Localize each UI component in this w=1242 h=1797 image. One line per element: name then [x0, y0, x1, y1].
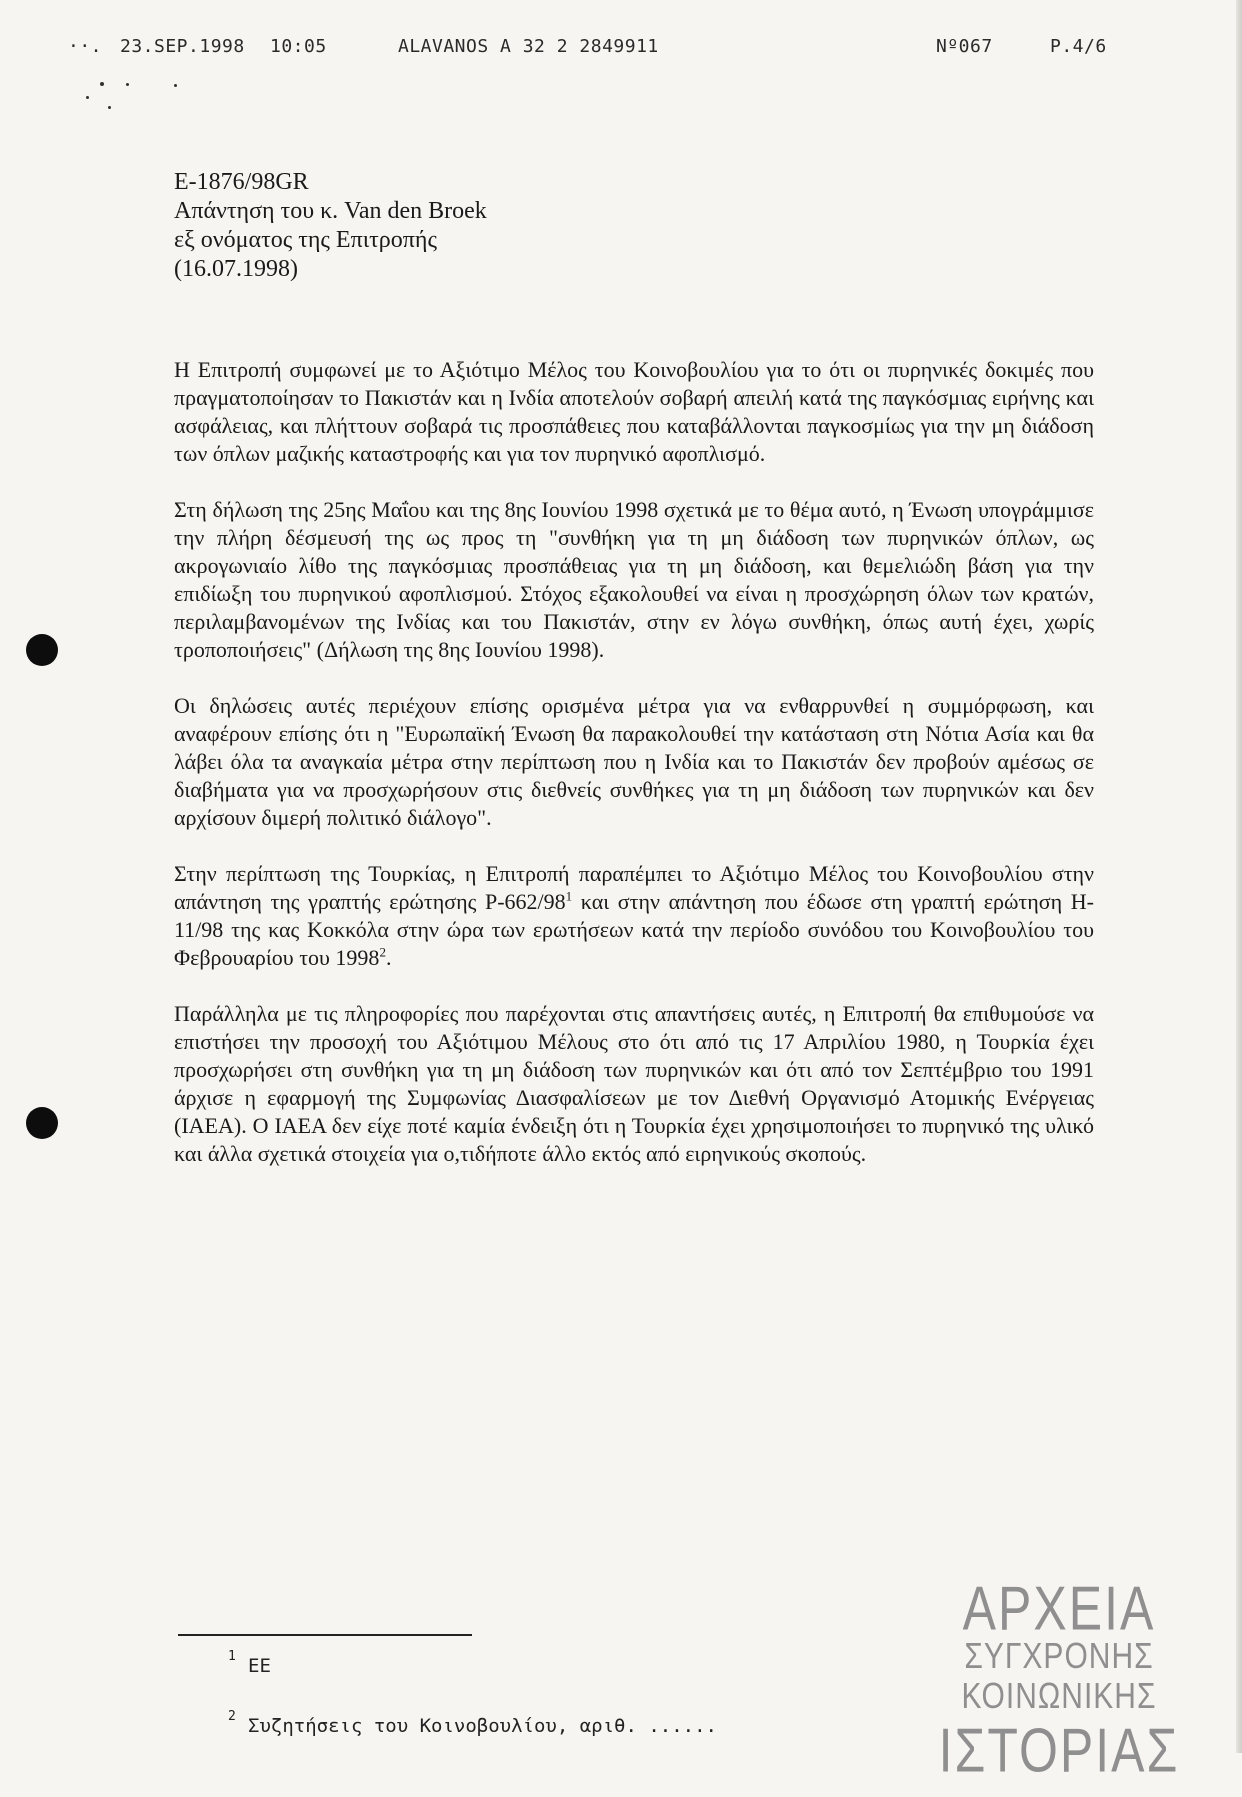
fax-time: 10:05	[270, 36, 327, 57]
footnote-ref-2: 2	[379, 944, 386, 960]
scan-speck	[174, 84, 177, 87]
stamp-line-1: ΑΡΧΕΙΑ	[962, 1573, 1156, 1644]
paragraph-4-part-a: Στην περίπτωση της Τουρκίας, η Επιτροπή παραπέμπει το Αξιότιμο Μέλος του Κοινοβουλίου στην απάντηση της γραπτής ερώτησης P-662/98	[174, 861, 1094, 914]
fax-code: Nº067	[936, 36, 993, 57]
fax-marks: ··.	[68, 36, 103, 57]
paragraph-4-part-b: και στην απάντηση που έδωσε στη γραπτή ερώτηση H-11/98 της κας Κοκκόλα στην ώρα των ερωτήσεων κατά την περίοδο συνόδου του Κοινοβουλίου του Φεβρουαρίου του 1998	[174, 889, 1094, 970]
answer-author: Απάντηση του κ. Van den Broek	[174, 198, 487, 224]
footnote-ref-1: 1	[565, 888, 573, 904]
punch-hole	[26, 634, 58, 666]
answer-body	[174, 356, 1094, 1196]
paragraph-4	[174, 860, 1094, 972]
footnote-2-text: Συζητήσεις του Κοινοβουλίου, αριθ. ......	[248, 1715, 717, 1737]
scan-speck	[86, 96, 89, 99]
paragraph-5: Παράλληλα με τις πληροφορίες που παρέχονται στις απαντήσεις αυτές, η Επιτροπή θα επιθυμούσε να επιστήσει την προσοχή του Αξιότιμου Μέλους στο ότι από τις 17 Απριλίου 1980, η Τουρκία έχει προσχωρήσει στη συνθήκη για τη μη διάδοση των πυρηνικών και ότι από τον Σεπτέμβριο του 1991 άρχισε η εφαρμογή της Συμφωνίας Διασφαλίσεων με τον Διεθνή Οργανισμό Ατομικής Ενέργειας (ΙΑΕΑ). Ο ΙΑΕΑ δεν είχε ποτέ καμία ένδειξη ότι η Τουρκία έχει χρησιμοποιήσει το πυρηνικό της υλικό και άλλα σχετικά στοιχεία για ο,τιδήποτε άλλο εκτός από ειρηνικούς σκοπούς.	[174, 1001, 1094, 1166]
footnote-2-mark: 2	[228, 1709, 236, 1724]
footnote-1-mark: 1	[228, 1649, 236, 1664]
paragraph-4-part-c: .	[385, 945, 392, 970]
on-behalf-of: εξ ονόματος της Επιτροπής	[174, 227, 437, 253]
scan-speck	[108, 106, 111, 109]
punch-hole	[26, 1107, 58, 1139]
scan-speck	[126, 83, 129, 86]
stamp-line-2: ΣΥΓΧΡΟΝΗΣ	[964, 1636, 1154, 1677]
footnote-1-text: EE	[248, 1655, 271, 1677]
reference-block	[174, 168, 487, 284]
footnote-rule	[178, 1634, 472, 1636]
fax-page-number: P.4/6	[1050, 36, 1107, 57]
scan-speck	[100, 82, 104, 86]
fax-sender: ALAVANOS A 32 2 2849911	[398, 36, 659, 57]
answer-date: (16.07.1998)	[174, 256, 298, 282]
stamp-line-4: ΙΣΤΟΡΙΑΣ	[938, 1715, 1180, 1786]
paragraph-1: Η Επιτροπή συμφωνεί με το Αξιότιμο Μέλος του Κοινοβουλίου για το ότι οι πυρηνικές δοκιμές που πραγματοποίησαν το Πακιστάν και η Ινδία αποτελούν σοβαρή απειλή κατά της παγκόσμιας ειρήνης και ασφάλειας, και πλήττουν σοβαρά τις προσπάθειες που καταβάλλονται παγκοσμίως για την μη διάδοση των όπλων μαζικής καταστροφής και για τον πυρηνικό αφοπλισμό.	[174, 357, 1094, 466]
question-number: E-1876/98GR	[174, 169, 309, 195]
stamp-line-3: ΚΟΙΝΩΝΙΚΗΣ	[961, 1676, 1157, 1717]
paragraph-2: Στη δήλωση της 25ης Μαΐου και της 8ης Ιουνίου 1998 σχετικά με το θέμα αυτό, η Ένωση υπογράμμισε την πλήρη δέσμευσή της ως προς τη "συνθήκη για τη μη διάδοση των πυρηνικών όπλων, ως ακρογωνιαίο λίθο της παγκόσμιας προσπάθειας για τη μη διάδοση, και θεμελιώδη βάση για την επιδίωξη του πυρηνικού αφοπλισμού. Στόχος εξακολουθεί να είναι η προσχώρηση όλων των κρατών, περιλαμβανομένων της Ινδίας και του Πακιστάν, στην εν λόγω συνθήκη, όπως αυτή έχει, χωρίς τροποποιήσεις" (Δήλωση της 8ης Ιουνίου 1998).	[174, 497, 1094, 662]
page-edge	[1236, 0, 1242, 1753]
fax-date: 23.SEP.1998	[120, 36, 245, 57]
paragraph-3: Οι δηλώσεις αυτές περιέχουν επίσης ορισμένα μέτρα για να ενθαρρυνθεί η συμμόρφωση, και αναφέρουν επίσης ότι η "Ευρωπαϊκή Ένωση θα παρακολουθεί την κατάσταση στη Νότια Ασία και θα λάβει όλα τα αναγκαία μέτρα στην περίπτωση που η Ινδία και το Πακιστάν δεν προβούν αμέσως σε διαβήματα για να προσχωρήσουν στις διεθνείς συνθήκες για τη μη διάδοση των πυρηνικών και δεν αρχίσουν διμερή πολιτικό διάλογο".	[174, 693, 1094, 830]
footnote-2	[228, 1709, 717, 1737]
fax-header	[0, 36, 1242, 66]
archive-stamp	[934, 1573, 1184, 1786]
footnote-1	[228, 1649, 271, 1677]
